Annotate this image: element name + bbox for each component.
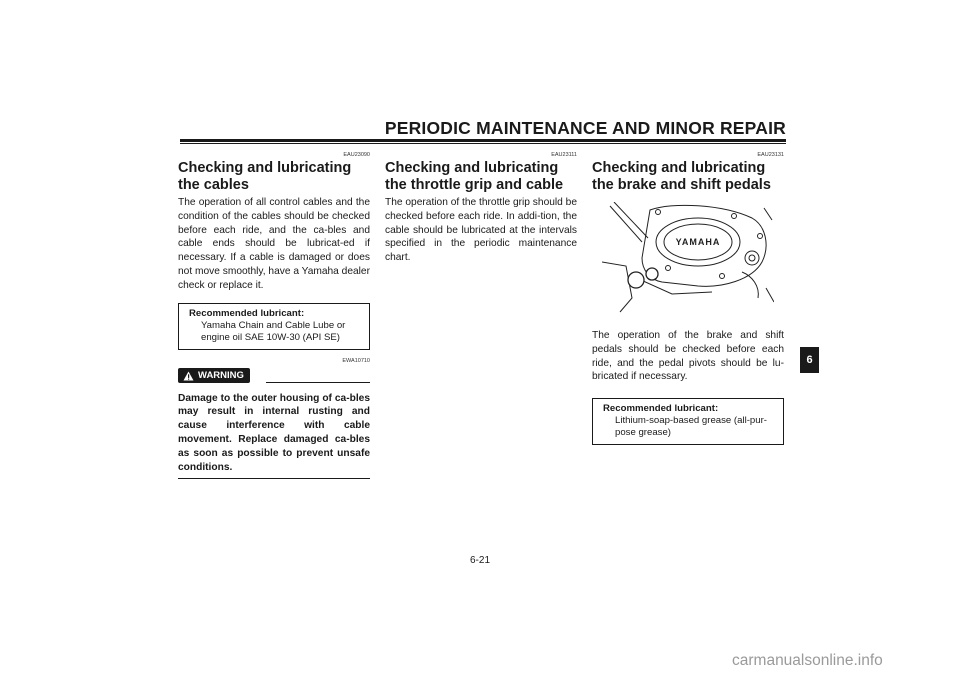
lubricant-box	[178, 303, 370, 350]
header-rule	[180, 139, 786, 142]
engine-brand-label: YAMAHA	[675, 237, 721, 247]
header-rule-thin	[180, 143, 786, 144]
section-throttle	[385, 152, 577, 265]
lubricant-title: Recommended lubricant:	[189, 307, 305, 319]
engine-pedal-illustration	[602, 202, 774, 314]
section-body: The operation of all control cables and the condition of the cables should be checked before each ride, and the ca-bles and cable ends should be lubricat-ed if necessary. If a cable is damaged or does not move smoothly, have a Yamaha dealer check or replace it.	[178, 197, 370, 291]
warning-block	[178, 368, 370, 386]
lubricant-value: Yamaha Chain and Cable Lube or engine oil SAE 10W-30 (API SE)	[201, 319, 346, 343]
section-body: The operation of the brake and shift pedals should be checked before each ride, and the pedal pivots should be lu-bricated if necessary.	[592, 330, 784, 383]
page-number: 6-21	[469, 555, 490, 566]
warning-rule	[266, 382, 370, 383]
section-cables	[178, 152, 370, 479]
warning-code: EWA10710	[342, 357, 370, 364]
chapter-tab: 6	[800, 347, 819, 373]
section-code: EAU23090	[343, 152, 370, 158]
lubricant-box	[592, 398, 784, 445]
section-heading: Checking and lubricating the throttle grip and cable	[385, 160, 564, 193]
warning-badge	[178, 368, 250, 383]
section-code: EAU23111	[551, 152, 577, 158]
lubricant-value: Lithium-soap-based grease (all-pur-pose grease)	[615, 415, 767, 439]
warning-label: WARNING	[198, 370, 244, 382]
lubricant-title: Recommended lubricant:	[603, 403, 719, 415]
warning-text: Damage to the outer housing of ca-bles may result in internal rusting and cause interference with cable movement. Replace damaged ca-bles as soon as possible to prevent unsafe conditions.	[178, 392, 370, 480]
section-body: The operation of the throttle grip should be checked before each ride. In addi-tion, the cable should be lubricated at the intervals specified in the periodic maintenance chart.	[385, 197, 577, 264]
section-heading: Checking and lubricating the cables	[178, 160, 352, 193]
section-pedals	[592, 152, 784, 445]
watermark: carmanualsonline.info	[732, 652, 883, 669]
warning-triangle-icon	[183, 371, 194, 381]
section-heading: Checking and lubricating the brake and shift pedals	[592, 160, 771, 193]
page-header-title: PERIODIC MAINTENANCE AND MINOR REPAIR	[384, 118, 786, 138]
section-code: EAU23131	[757, 152, 784, 158]
